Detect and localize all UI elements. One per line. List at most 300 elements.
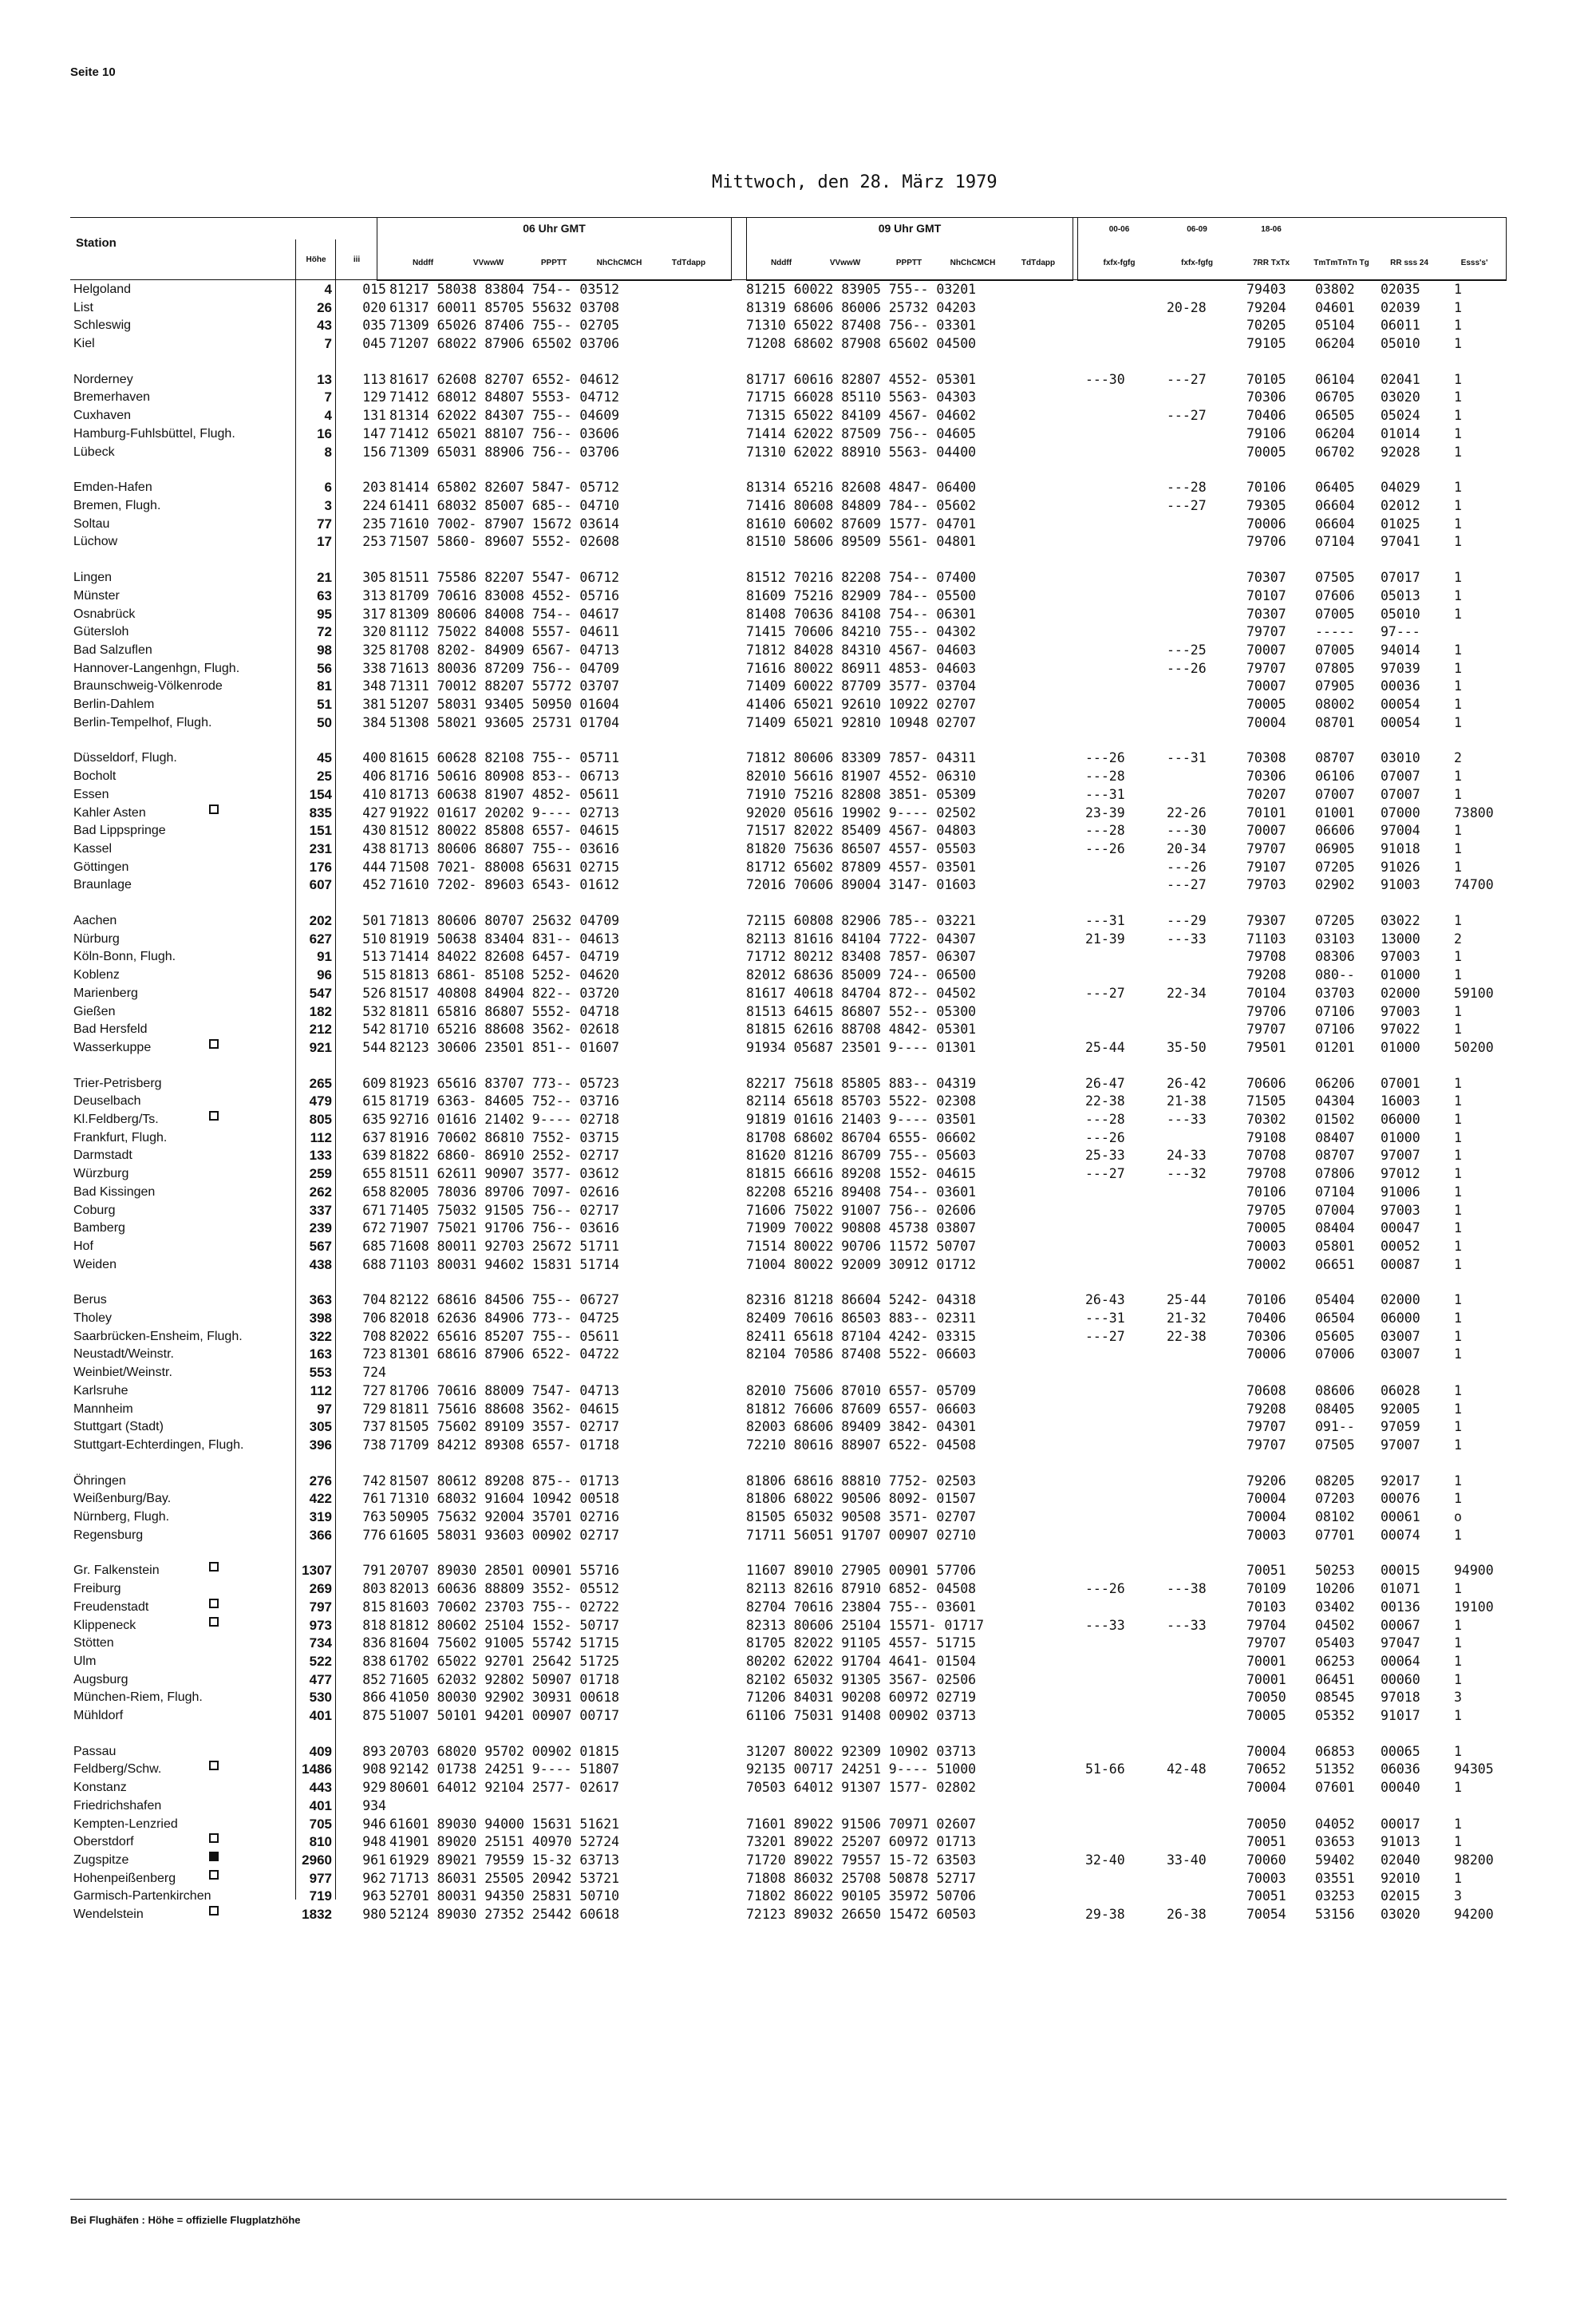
obs-09-group: 82102 65032 91305 3567- 02506	[746, 1672, 977, 1687]
station-name: Nürnberg, Flugh.	[73, 1510, 170, 1524]
station-name: Mannheim	[73, 1402, 133, 1416]
station-index: 381	[362, 697, 386, 712]
station-index: 803	[362, 1581, 386, 1596]
station-index: 672	[362, 1220, 386, 1235]
obs-06-group: 81512 80022 85808 6557- 04615	[389, 823, 620, 838]
obs-06-group: 81511 75586 82207 5547- 06712	[389, 570, 620, 585]
temp-extremes: 01502	[1315, 1112, 1355, 1127]
rr-sss: 00017	[1381, 1817, 1420, 1832]
rr-sss: 00052	[1381, 1239, 1420, 1254]
table-row	[0, 967, 1596, 983]
station-height: 3	[324, 498, 332, 513]
snow-code: 1	[1454, 318, 1462, 333]
table-row	[0, 299, 1596, 316]
snow-code: 2	[1454, 931, 1462, 947]
rr-sss: 00015	[1381, 1563, 1420, 1578]
gust-00-06: 32-40	[1085, 1852, 1125, 1868]
station-name: Marienberg	[73, 986, 138, 1000]
snow-code: 1	[1454, 1744, 1462, 1759]
station-height: 21	[317, 570, 332, 585]
col06-header: VVwwW	[472, 259, 504, 267]
obs-09-group: 61106 75031 91408 00902 03713	[746, 1708, 977, 1723]
table-row	[0, 569, 1596, 586]
precip-18-06: 70051	[1246, 1888, 1286, 1904]
gust-06-09: ---27	[1167, 877, 1207, 892]
precip-18-06: 70060	[1246, 1852, 1286, 1868]
station-name: Hohenpeißenberg	[73, 1872, 176, 1885]
station-index: 727	[362, 1383, 386, 1398]
gust-06-09: 35-50	[1167, 1040, 1207, 1055]
station-name: Helgoland	[73, 283, 132, 296]
snow-code: 1	[1454, 498, 1462, 513]
station-index: 961	[362, 1852, 386, 1868]
obs-09-group: 81705 82022 91105 4557- 51715	[746, 1635, 977, 1651]
station-name: Augsburg	[73, 1673, 128, 1686]
table-row	[0, 1202, 1596, 1219]
precip-18-06: 70606	[1246, 1076, 1286, 1091]
station-header: Station	[76, 236, 117, 250]
snow-code: 1	[1454, 787, 1462, 802]
temp-extremes: 06604	[1315, 498, 1355, 513]
station-name: Lübeck	[73, 445, 115, 459]
precip-18-06: 70307	[1246, 607, 1286, 622]
table-row	[0, 1888, 1596, 1904]
obs-09-group: 81510 58606 89509 5561- 04801	[746, 534, 977, 549]
rr-sss: 04029	[1381, 480, 1420, 495]
station-height: 401	[309, 1798, 332, 1813]
rr-sss: 97003	[1381, 1203, 1420, 1218]
snow-code: 1	[1454, 1093, 1462, 1109]
obs-06-group: 81709 70616 83008 4552- 05716	[389, 588, 620, 603]
table-row	[0, 1256, 1596, 1273]
temp-extremes: 05403	[1315, 1635, 1355, 1651]
precip-18-06: 70003	[1246, 1871, 1286, 1886]
rr-sss: 01071	[1381, 1581, 1420, 1596]
gust-06-09: 22-26	[1167, 805, 1207, 820]
obs-06-group: 91922 01617 20202 9---- 02713	[389, 805, 620, 820]
precip-18-06: 70103	[1246, 1599, 1286, 1615]
rr-sss: 97007	[1381, 1437, 1420, 1453]
temp-extremes: 05801	[1315, 1239, 1355, 1254]
obs-09-group: 81812 76606 87609 6557- 06603	[746, 1402, 977, 1417]
gust-06-09: ---30	[1167, 823, 1207, 838]
obs-09-group: 82010 56616 81907 4552- 06310	[746, 769, 977, 784]
obs-06-group: 71508 7021- 88008 65631 02715	[389, 860, 620, 875]
snow-code: 1	[1454, 1871, 1462, 1886]
station-index: 338	[362, 661, 386, 676]
rr-sss: 91018	[1381, 841, 1420, 856]
temp-extremes: 07505	[1315, 570, 1355, 585]
table-row	[0, 1075, 1596, 1092]
gust-06-09: 21-38	[1167, 1093, 1207, 1109]
station-name: Osnabrück	[73, 607, 136, 621]
station-name: Öhringen	[73, 1474, 126, 1488]
gust-00-06: 26-43	[1085, 1292, 1125, 1307]
gust-06-09: ---38	[1167, 1581, 1207, 1596]
station-height: 977	[309, 1871, 332, 1886]
station-index: 980	[362, 1907, 386, 1922]
precip-18-06: 70004	[1246, 1491, 1286, 1506]
obs-06-group: 52701 80031 94350 25831 50710	[389, 1888, 620, 1904]
snow-code: 1	[1454, 570, 1462, 585]
temp-extremes: 04052	[1315, 1817, 1355, 1832]
gust-06-09: ---25	[1167, 642, 1207, 658]
table-row	[0, 1671, 1596, 1688]
obs-09-group: 71315 65022 84109 4567- 04602	[746, 408, 977, 423]
table-row	[0, 1039, 1596, 1056]
table-row	[0, 1003, 1596, 1020]
rr-sss: 02039	[1381, 300, 1420, 315]
temp-extremes: 07106	[1315, 1004, 1355, 1019]
snow-code: 1	[1454, 372, 1462, 387]
station-name: Wendelstein	[73, 1908, 144, 1921]
rr-sss: 97012	[1381, 1166, 1420, 1181]
mountain-station-marker-icon	[209, 1111, 219, 1121]
gust-06-09: ---29	[1167, 913, 1207, 928]
obs-09-group: 71514 80022 90706 11572 50707	[746, 1239, 977, 1254]
obs-06-group: 71405 75032 91505 756-- 02717	[389, 1203, 620, 1218]
obs-09-group: 92020 05616 19902 9---- 02502	[746, 805, 977, 820]
snow-code: 1	[1454, 1292, 1462, 1307]
station-name: Lüchow	[73, 535, 118, 548]
temp-extremes: 07606	[1315, 588, 1355, 603]
station-index: 655	[362, 1166, 386, 1181]
table-row	[0, 1580, 1596, 1597]
table-row	[0, 840, 1596, 857]
gust-06-09: 22-38	[1167, 1329, 1207, 1344]
temp-extremes: 08707	[1315, 1148, 1355, 1163]
station-height: 7	[324, 336, 332, 351]
rr-sss: 02015	[1381, 1888, 1420, 1904]
precip-18-06: 79706	[1246, 1004, 1286, 1019]
obs-09-group: 71720 89022 79557 15-72 63503	[746, 1852, 977, 1868]
table-row	[0, 335, 1596, 352]
station-name: Freiburg	[73, 1582, 121, 1595]
obs-09-group: 71409 60022 87709 3577- 03704	[746, 678, 977, 694]
precip-18-06: 70308	[1246, 750, 1286, 765]
obs-09-group: 71517 82022 85409 4567- 04803	[746, 823, 977, 838]
obs-06-group: 71610 7202- 89603 6543- 01612	[389, 877, 620, 892]
precip-18-06: 79403	[1246, 282, 1286, 297]
rr-sss: 06000	[1381, 1112, 1420, 1127]
station-name: Garmisch-Partenkirchen	[73, 1889, 211, 1903]
rr-sss: 00087	[1381, 1257, 1420, 1272]
snow-code: 1	[1454, 300, 1462, 315]
table-row	[0, 623, 1596, 640]
obs-09-group: 82411 65618 87104 4242- 03315	[746, 1329, 977, 1344]
precip-18-06: 79307	[1246, 913, 1286, 928]
precip-18-06: 70007	[1246, 823, 1286, 838]
station-height: 805	[309, 1112, 332, 1127]
temp-extremes: 07007	[1315, 787, 1355, 802]
obs-06-group: 71103 80031 94602 15831 51714	[389, 1257, 620, 1272]
station-name: Schleswig	[73, 318, 132, 332]
gust-06-09: ---33	[1167, 1112, 1207, 1127]
obs-06-group: 81916 70602 86810 7552- 03715	[389, 1130, 620, 1145]
station-height: 51	[317, 697, 332, 712]
snow-code: 1	[1454, 1130, 1462, 1145]
snow-code: 74700	[1454, 877, 1494, 892]
station-name: Saarbrücken-Ensheim, Flugh.	[73, 1330, 243, 1343]
table-row	[0, 1852, 1596, 1868]
right-header: 06-09	[1187, 225, 1207, 234]
mountain-station-marker-icon	[209, 1852, 219, 1861]
rr-sss: 05010	[1381, 336, 1420, 351]
station-height: 553	[309, 1365, 332, 1380]
station-index: 763	[362, 1509, 386, 1524]
precip-18-06: 70005	[1246, 1708, 1286, 1723]
mountain-station-marker-icon	[209, 1562, 219, 1572]
obs-06-group: 51207 58031 93405 50950 01604	[389, 697, 620, 712]
station-height: 810	[309, 1834, 332, 1849]
rr-sss: 02000	[1381, 986, 1420, 1001]
obs-09-group: 72123 89032 26650 15472 60503	[746, 1907, 977, 1922]
obs-09-group: 72016 70606 89004 3147- 01603	[746, 877, 977, 892]
rr-sss: 94014	[1381, 642, 1420, 658]
snow-code: 1	[1454, 715, 1462, 730]
station-index: 015	[362, 282, 386, 297]
col06-header: NhChCMCH	[596, 259, 642, 267]
station-name: Frankfurt, Flugh.	[73, 1131, 168, 1145]
station-name: Friedrichshafen	[73, 1799, 162, 1813]
station-height: 734	[309, 1635, 332, 1651]
obs-09-group: 82409 70616 86503 883-- 02311	[746, 1311, 977, 1326]
obs-06-group: 71309 65031 88906 756-- 03706	[389, 445, 620, 460]
obs-06-group: 71613 80036 87209 756-- 04709	[389, 661, 620, 676]
snow-code: 1	[1454, 1148, 1462, 1163]
table-row	[0, 985, 1596, 1002]
table-row	[0, 1147, 1596, 1164]
gust-06-09: 20-28	[1167, 300, 1207, 315]
temp-extremes: 51352	[1315, 1761, 1355, 1777]
snow-code: 1	[1454, 642, 1462, 658]
station-index: 609	[362, 1076, 386, 1091]
station-name: Bremen, Flugh.	[73, 499, 161, 512]
temp-extremes: 03103	[1315, 931, 1355, 947]
precip-18-06: 70101	[1246, 805, 1286, 820]
precip-18-06: 79204	[1246, 300, 1286, 315]
iii-header: iii	[353, 255, 361, 264]
temp-extremes: 07205	[1315, 860, 1355, 875]
snow-code: 2	[1454, 750, 1462, 765]
temp-extremes: 53156	[1315, 1907, 1355, 1922]
temp-extremes: 05404	[1315, 1292, 1355, 1307]
precip-18-06: 70007	[1246, 642, 1286, 658]
precip-18-06: 70007	[1246, 678, 1286, 694]
obs-09-group: 81609 75216 82909 784-- 05500	[746, 588, 977, 603]
station-name: Berlin-Dahlem	[73, 698, 155, 711]
station-name: Cuxhaven	[73, 409, 132, 422]
rr-sss: 00076	[1381, 1491, 1420, 1506]
precip-18-06: 70306	[1246, 389, 1286, 405]
mountain-station-marker-icon	[209, 1906, 219, 1915]
obs-06-group: 81812 80602 25104 1552- 50717	[389, 1618, 620, 1633]
rr-sss: 00064	[1381, 1654, 1420, 1669]
rr-sss: 03022	[1381, 913, 1420, 928]
snow-code: 1	[1454, 1581, 1462, 1596]
station-name: Berlin-Tempelhof, Flugh.	[73, 716, 212, 729]
station-index: 235	[362, 516, 386, 532]
rr-sss: 00067	[1381, 1618, 1420, 1633]
gust-00-06: 21-39	[1085, 931, 1125, 947]
gust-06-09: 25-44	[1167, 1292, 1207, 1307]
obs-06-group: 81414 65802 82607 5847- 05712	[389, 480, 620, 495]
rr-sss: 91013	[1381, 1834, 1420, 1849]
obs-09-group: 81617 40618 84704 872-- 04502	[746, 986, 977, 1001]
gust-00-06: ---31	[1085, 1311, 1125, 1326]
obs-09-group: 81319 68606 86006 25732 04203	[746, 300, 977, 315]
precip-18-06: 79208	[1246, 1402, 1286, 1417]
obs-09-group: 71812 84028 84310 4567- 04603	[746, 642, 977, 658]
station-name: Gr. Falkenstein	[73, 1564, 160, 1577]
obs-06-group: 71311 70012 88207 55772 03707	[389, 678, 620, 694]
obs-09-group: 92135 00717 24251 9---- 51000	[746, 1761, 977, 1777]
rr-sss: 03020	[1381, 1907, 1420, 1922]
precip-18-06: 70104	[1246, 986, 1286, 1001]
temp-extremes: 50253	[1315, 1563, 1355, 1578]
mountain-station-marker-icon	[209, 1870, 219, 1880]
precip-18-06: 70106	[1246, 480, 1286, 495]
obs-09-group: 82217 75618 85805 883-- 04319	[746, 1076, 977, 1091]
obs-09-group: 31207 80022 92309 10902 03713	[746, 1744, 977, 1759]
temp-extremes: 06104	[1315, 372, 1355, 387]
station-index: 791	[362, 1563, 386, 1578]
temp-extremes: 03253	[1315, 1888, 1355, 1904]
precip-18-06: 70205	[1246, 318, 1286, 333]
snow-code: 1	[1454, 1402, 1462, 1417]
precip-18-06: 71103	[1246, 931, 1286, 947]
station-height: 202	[309, 913, 332, 928]
temp-extremes: 08102	[1315, 1509, 1355, 1524]
obs-06-group: 71610 7002- 87907 15672 03614	[389, 516, 620, 532]
precip-18-06: 70109	[1246, 1581, 1286, 1596]
gust-06-09: ---27	[1167, 408, 1207, 423]
right-subheader: RR sss 24	[1390, 259, 1428, 267]
temp-extremes: 06504	[1315, 1311, 1355, 1326]
obs-09-group: 82704 70616 23804 755-- 03601	[746, 1599, 977, 1615]
station-name: Braunlage	[73, 878, 132, 892]
rr-sss: 91003	[1381, 877, 1420, 892]
temp-extremes: 04304	[1315, 1093, 1355, 1109]
rr-sss: 00047	[1381, 1220, 1420, 1235]
table-row	[0, 1797, 1596, 1814]
snow-code: 1	[1454, 1220, 1462, 1235]
station-index: 893	[362, 1744, 386, 1759]
precip-18-06: 79106	[1246, 426, 1286, 441]
table-row	[0, 479, 1596, 496]
station-name: Tholey	[73, 1311, 113, 1325]
obs-09-group: 81708 68602 86704 6555- 06602	[746, 1130, 977, 1145]
obs-09-group: 71004 80022 92009 30912 01712	[746, 1257, 977, 1272]
temp-extremes: 07006	[1315, 1346, 1355, 1362]
obs-06-group: 71412 65021 88107 756-- 03606	[389, 426, 620, 441]
snow-code: 1	[1454, 1491, 1462, 1506]
obs-06-group: 82018 62636 84906 773-- 04725	[389, 1311, 620, 1326]
obs-09-group: 72115 60808 82906 785-- 03221	[746, 913, 977, 928]
station-name: Norderney	[73, 373, 133, 386]
table-row	[0, 606, 1596, 623]
mountain-station-marker-icon	[209, 1833, 219, 1843]
rr-sss: 02040	[1381, 1852, 1420, 1868]
snow-code: 1	[1454, 1654, 1462, 1669]
obs-06-group: 81708 8202- 84909 6567- 04713	[389, 642, 620, 658]
temp-extremes: 08205	[1315, 1473, 1355, 1489]
station-name: Bamberg	[73, 1221, 125, 1235]
temp-extremes: 08606	[1315, 1383, 1355, 1398]
station-height: 26	[317, 300, 332, 315]
station-height: 50	[317, 715, 332, 730]
station-height: 363	[309, 1292, 332, 1307]
temp-extremes: 06253	[1315, 1654, 1355, 1669]
mountain-station-marker-icon	[209, 1761, 219, 1770]
obs-06-group: 71309 65026 87406 755-- 02705	[389, 318, 620, 333]
snow-code: 1	[1454, 1346, 1462, 1362]
station-height: 396	[309, 1437, 332, 1453]
obs-09-group: 71909 70022 90808 45738 03807	[746, 1220, 977, 1235]
station-height: 438	[309, 1257, 332, 1272]
station-name: Wasserkuppe	[73, 1041, 152, 1054]
station-index: 875	[362, 1708, 386, 1723]
station-height: 627	[309, 931, 332, 947]
station-name: Münster	[73, 589, 120, 603]
mountain-station-marker-icon	[209, 1039, 219, 1049]
station-index: 427	[362, 805, 386, 820]
obs-06-group: 82122 68616 84506 755-- 06727	[389, 1292, 620, 1307]
obs-06-group: 81615 60628 82108 755-- 05711	[389, 750, 620, 765]
rr-sss: 97---	[1381, 624, 1420, 639]
gust-00-06: ---31	[1085, 787, 1125, 802]
snow-code: 1	[1454, 408, 1462, 423]
station-index: 761	[362, 1491, 386, 1506]
precip-18-06: 70002	[1246, 1257, 1286, 1272]
obs-09-group: 82003 68606 89409 3842- 04301	[746, 1419, 977, 1434]
gust-06-09: ---27	[1167, 498, 1207, 513]
precip-18-06: 70051	[1246, 1834, 1286, 1849]
obs-09-group: 71606 75022 91007 756-- 02606	[746, 1203, 977, 1218]
station-name: Stuttgart-Echterdingen, Flugh.	[73, 1438, 244, 1452]
station-index: 544	[362, 1040, 386, 1055]
page-number: Seite 10	[70, 65, 116, 79]
station-height: 835	[309, 805, 332, 820]
station-index: 723	[362, 1346, 386, 1362]
station-height: 91	[317, 949, 332, 964]
snow-code: 94900	[1454, 1563, 1494, 1578]
snow-code: 50200	[1454, 1040, 1494, 1055]
rr-sss: 07007	[1381, 769, 1420, 784]
station-index: 963	[362, 1888, 386, 1904]
snow-code: 1	[1454, 1184, 1462, 1200]
station-index: 542	[362, 1022, 386, 1037]
group-06-header: 06 Uhr GMT	[523, 222, 586, 235]
temp-extremes: 06702	[1315, 445, 1355, 460]
obs-09-group: 81712 65602 87809 4557- 03501	[746, 860, 977, 875]
table-row	[0, 1111, 1596, 1128]
table-row	[0, 1707, 1596, 1724]
station-name: Mühldorf	[73, 1709, 124, 1722]
obs-06-group: 81604 75602 91005 55742 51715	[389, 1635, 620, 1651]
temp-extremes: 091--	[1315, 1419, 1355, 1434]
precip-18-06: 70004	[1246, 1780, 1286, 1795]
obs-09-group: 71712 80212 83408 7857- 06307	[746, 949, 977, 964]
table-row	[0, 1816, 1596, 1832]
station-name: Koblenz	[73, 968, 120, 982]
snow-code: 1	[1454, 697, 1462, 712]
rr-sss: 06000	[1381, 1311, 1420, 1326]
obs-06-group: 41901 89020 25151 40970 52724	[389, 1834, 620, 1849]
precip-18-06: 70006	[1246, 1346, 1286, 1362]
station-index: 658	[362, 1184, 386, 1200]
table-row	[0, 1599, 1596, 1615]
